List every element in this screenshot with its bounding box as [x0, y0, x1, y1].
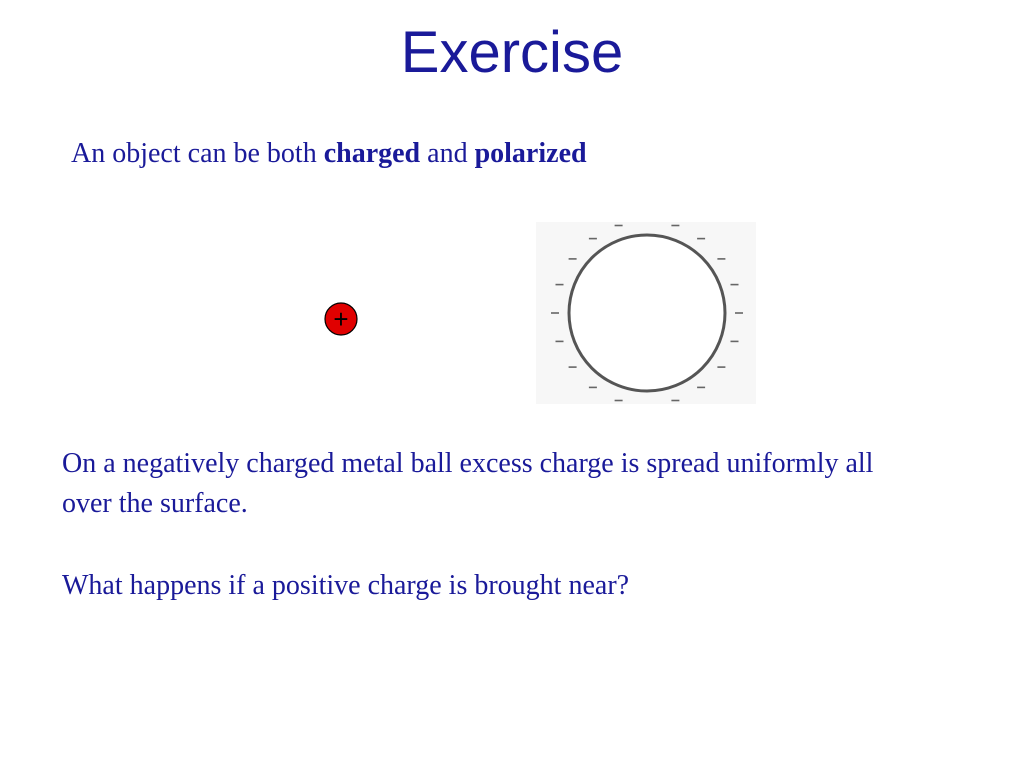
metal-ball-diagram	[536, 222, 756, 404]
metal-ball	[569, 235, 725, 391]
subtitle-and: and	[420, 138, 475, 169]
subtitle	[71, 138, 587, 170]
positive-charge-symbol: +	[333, 304, 349, 334]
metal-ball-svg	[536, 222, 756, 404]
subtitle-charged: charged	[323, 138, 421, 169]
slide-title: Exercise	[400, 20, 624, 85]
subtitle-prefix: An object can be both	[71, 138, 324, 169]
paragraph-2: What happens if a positive charge is brought near?	[62, 570, 630, 601]
paragraph-1: On a negatively charged metal ball excess charge is spread uniformly all over the surface.	[62, 448, 874, 519]
positive-charge	[324, 302, 358, 336]
subtitle-polarized: polarized	[474, 138, 587, 169]
